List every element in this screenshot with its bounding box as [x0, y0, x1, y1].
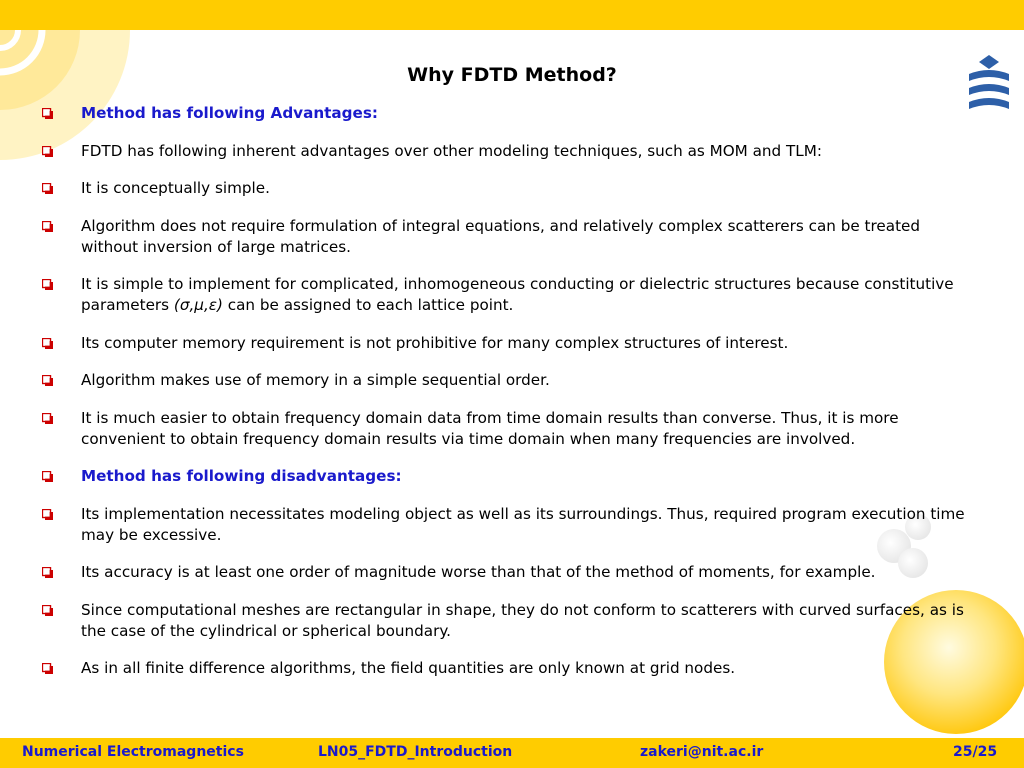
bullet-text: Its implementation necessitates modeling object as well as its surroundings. Thus, required program execution time may be excessive. — [81, 504, 965, 544]
bullet-item — [42, 141, 972, 162]
checkbox-icon — [42, 108, 53, 119]
bullet-text: Method has following disadvantages: — [81, 467, 402, 485]
bullet-item — [42, 333, 972, 354]
checkbox-icon — [42, 338, 53, 349]
bullet-disadvantages-heading — [42, 466, 972, 487]
footer-lecture: LN05_FDTD_Introduction — [318, 744, 513, 760]
footer-email: zakeri@nit.ac.ir — [640, 744, 764, 760]
bullet-text: It is simple to implement for complicated, inhomogeneous conducting or dielectric structures because constitutive parameters — [81, 275, 954, 314]
bullet-item — [42, 562, 972, 583]
bullet-list — [42, 103, 972, 696]
checkbox-icon — [42, 375, 53, 386]
checkbox-icon — [42, 567, 53, 578]
checkbox-icon — [42, 509, 53, 520]
bullet-text: Its accuracy is at least one order of magnitude worse than that of the method of moments, for example. — [81, 563, 876, 581]
footer-course: Numerical Electromagnetics — [22, 744, 244, 760]
checkbox-icon — [42, 279, 53, 290]
bullet-advantages-heading — [42, 103, 972, 124]
footer-page-number: 25/25 — [953, 744, 998, 760]
bullet-item — [42, 370, 972, 391]
checkbox-icon — [42, 413, 53, 424]
constitutive-parameters: (σ,μ,ε) — [173, 296, 223, 314]
bullet-item — [42, 600, 972, 642]
slide-title: Why FDTD Method? — [407, 64, 617, 86]
bullet-text: It is much easier to obtain frequency domain data from time domain results than converse. Thus, it is more convenient to obtain frequency domain results via time domain when many frequencies are involved. — [81, 408, 899, 448]
bullet-text-continued: can be assigned to each lattice point. — [222, 296, 514, 314]
bullet-item — [42, 178, 972, 199]
bullet-item — [42, 504, 972, 546]
bullet-text: Algorithm does not require formulation of integral equations, and relatively complex scatterers can be treated without inversion of large matrices. — [81, 216, 921, 256]
bullet-text: It is conceptually simple. — [81, 179, 270, 197]
bullet-text: Algorithm makes use of memory in a simple sequential order. — [81, 371, 550, 389]
bullet-text: As in all finite difference algorithms, the field quantities are only known at grid nodes. — [81, 659, 736, 677]
checkbox-icon — [42, 605, 53, 616]
bullet-text: Method has following Advantages: — [81, 104, 378, 122]
checkbox-icon — [42, 183, 53, 194]
checkbox-icon — [42, 146, 53, 157]
bullet-text: Since computational meshes are rectangular in shape, they do not conform to scatterers with curved surfaces, as is the case of the cylindrical or spherical boundary. — [81, 600, 964, 640]
bullet-item — [42, 658, 972, 679]
bullet-text: FDTD has following inherent advantages over other modeling techniques, such as MOM and TLM: — [81, 141, 822, 160]
checkbox-icon — [42, 663, 53, 674]
bullet-text: Its computer memory requirement is not prohibitive for many complex structures of interest. — [81, 333, 789, 352]
bullet-item — [42, 408, 972, 450]
checkbox-icon — [42, 221, 53, 232]
checkbox-icon — [42, 471, 53, 482]
bullet-item — [42, 216, 972, 258]
bullet-item — [42, 274, 972, 316]
